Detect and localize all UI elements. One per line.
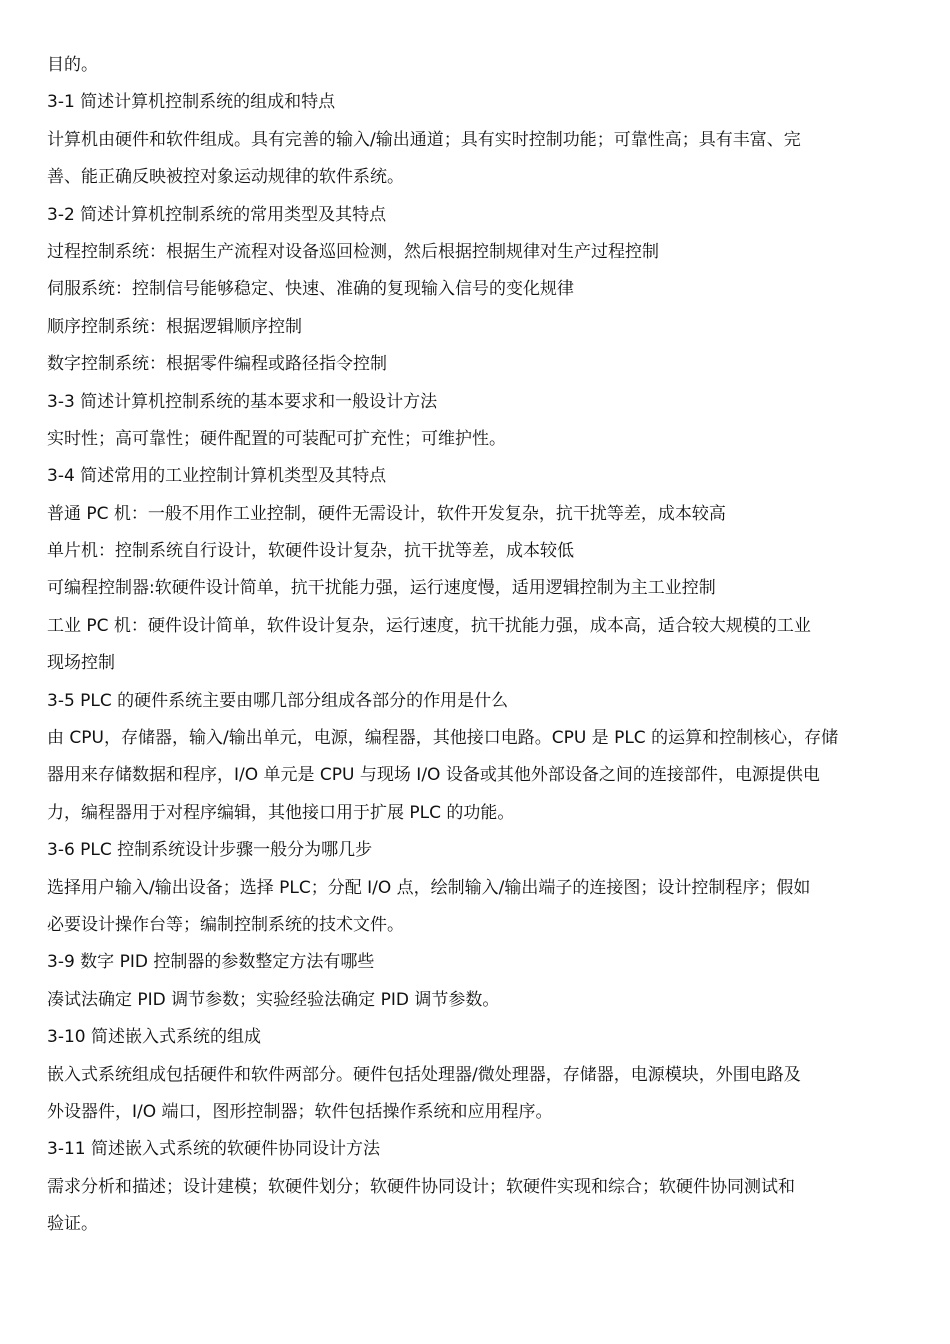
- question-heading: 3-9 数字 PID 控制器的参数整定方法有哪些: [47, 952, 375, 973]
- text-line: 可编程控制器:软硬件设计简单，抗干扰能力强，运行速度慢，适用逻辑控制为主工业控制: [47, 578, 716, 599]
- question-heading: 3-10 简述嵌入式系统的组成: [47, 1027, 261, 1048]
- text-line: 验证。: [47, 1214, 98, 1235]
- question-heading: 3-11 简述嵌入式系统的软硬件协同设计方法: [47, 1139, 380, 1160]
- text-line: 善、能正确反映被控对象运动规律的软件系统。: [47, 167, 404, 188]
- question-heading: 3-1 简述计算机控制系统的组成和特点: [47, 92, 336, 113]
- text-line: 顺序控制系统：根据逻辑顺序控制: [47, 316, 302, 337]
- text-line: 选择用户输入/输出设备；选择 PLC；分配 I/O 点，绘制输入/输出端子的连接图；设计控制程序；假如: [47, 877, 811, 898]
- text-line: 需求分析和描述；设计建模；软硬件划分；软硬件协同设计；软硬件实现和综合；软硬件协同测试和: [47, 1176, 795, 1197]
- text-line: 计算机由硬件和软件组成。具有完善的输入/输出通道；具有实时控制功能；可靠性高；具有丰富、完: [47, 129, 801, 150]
- question-heading: 3-3 简述计算机控制系统的基本要求和一般设计方法: [47, 391, 438, 412]
- question-heading: 3-2 简述计算机控制系统的常用类型及其特点: [47, 204, 387, 225]
- text-line: 工业 PC 机：硬件设计简单，软件设计复杂，运行速度，抗干扰能力强，成本高，适合较大规模的工业: [47, 615, 811, 636]
- text-line: 单片机：控制系统自行设计，软硬件设计复杂，抗干扰等差，成本较低: [47, 541, 574, 562]
- text-line: 过程控制系统：根据生产流程对设备巡回检测，然后根据控制规律对生产过程控制: [47, 241, 659, 262]
- text-line: 伺服系统：控制信号能够稳定、快速、准确的复现输入信号的变化规律: [47, 279, 574, 300]
- text-line: 力，编程器用于对程序编辑，其他接口用于扩展 PLC 的功能。: [47, 802, 515, 823]
- text-line: 外设器件，I/O 端口，图形控制器；软件包括操作系统和应用程序。: [47, 1101, 553, 1122]
- text-line: 必要设计操作台等；编制控制系统的技术文件。: [47, 914, 404, 935]
- text-line: 嵌入式系统组成包括硬件和软件两部分。硬件包括处理器/微处理器，存储器，电源模块，外围电路及: [47, 1064, 801, 1085]
- text-line: 现场控制: [47, 653, 115, 674]
- text-line: 目的。: [47, 55, 98, 75]
- text-line: 由 CPU，存储器，输入/输出单元，电源，编程器，其他接口电路。CPU 是 PLC 的运算和控制核心，存储: [47, 728, 839, 749]
- question-heading: 3-5 PLC 的硬件系统主要由哪几部分组成各部分的作用是什么: [47, 690, 509, 711]
- question-heading: 3-6 PLC 控制系统设计步骤一般分为哪几步: [47, 840, 373, 861]
- text-line: 实时性；高可靠性；硬件配置的可装配可扩充性；可维护性。: [47, 428, 506, 449]
- text-line: 普通 PC 机：一般不用作工业控制，硬件无需设计，软件开发复杂，抗干扰等差，成本较高: [47, 503, 726, 524]
- text-line: 器用来存储数据和程序，I/O 单元是 CPU 与现场 I/O 设备或其他外部设备之间的连接部件，电源提供电: [47, 765, 820, 786]
- document-page: [47, 47, 907, 1244]
- text-line: 凑试法确定 PID 调节参数；实验经验法确定 PID 调节参数。: [47, 989, 500, 1010]
- question-heading: 3-4 简述常用的工业控制计算机类型及其特点: [47, 466, 387, 487]
- text-line: 数字控制系统：根据零件编程或路径指令控制: [47, 354, 387, 375]
